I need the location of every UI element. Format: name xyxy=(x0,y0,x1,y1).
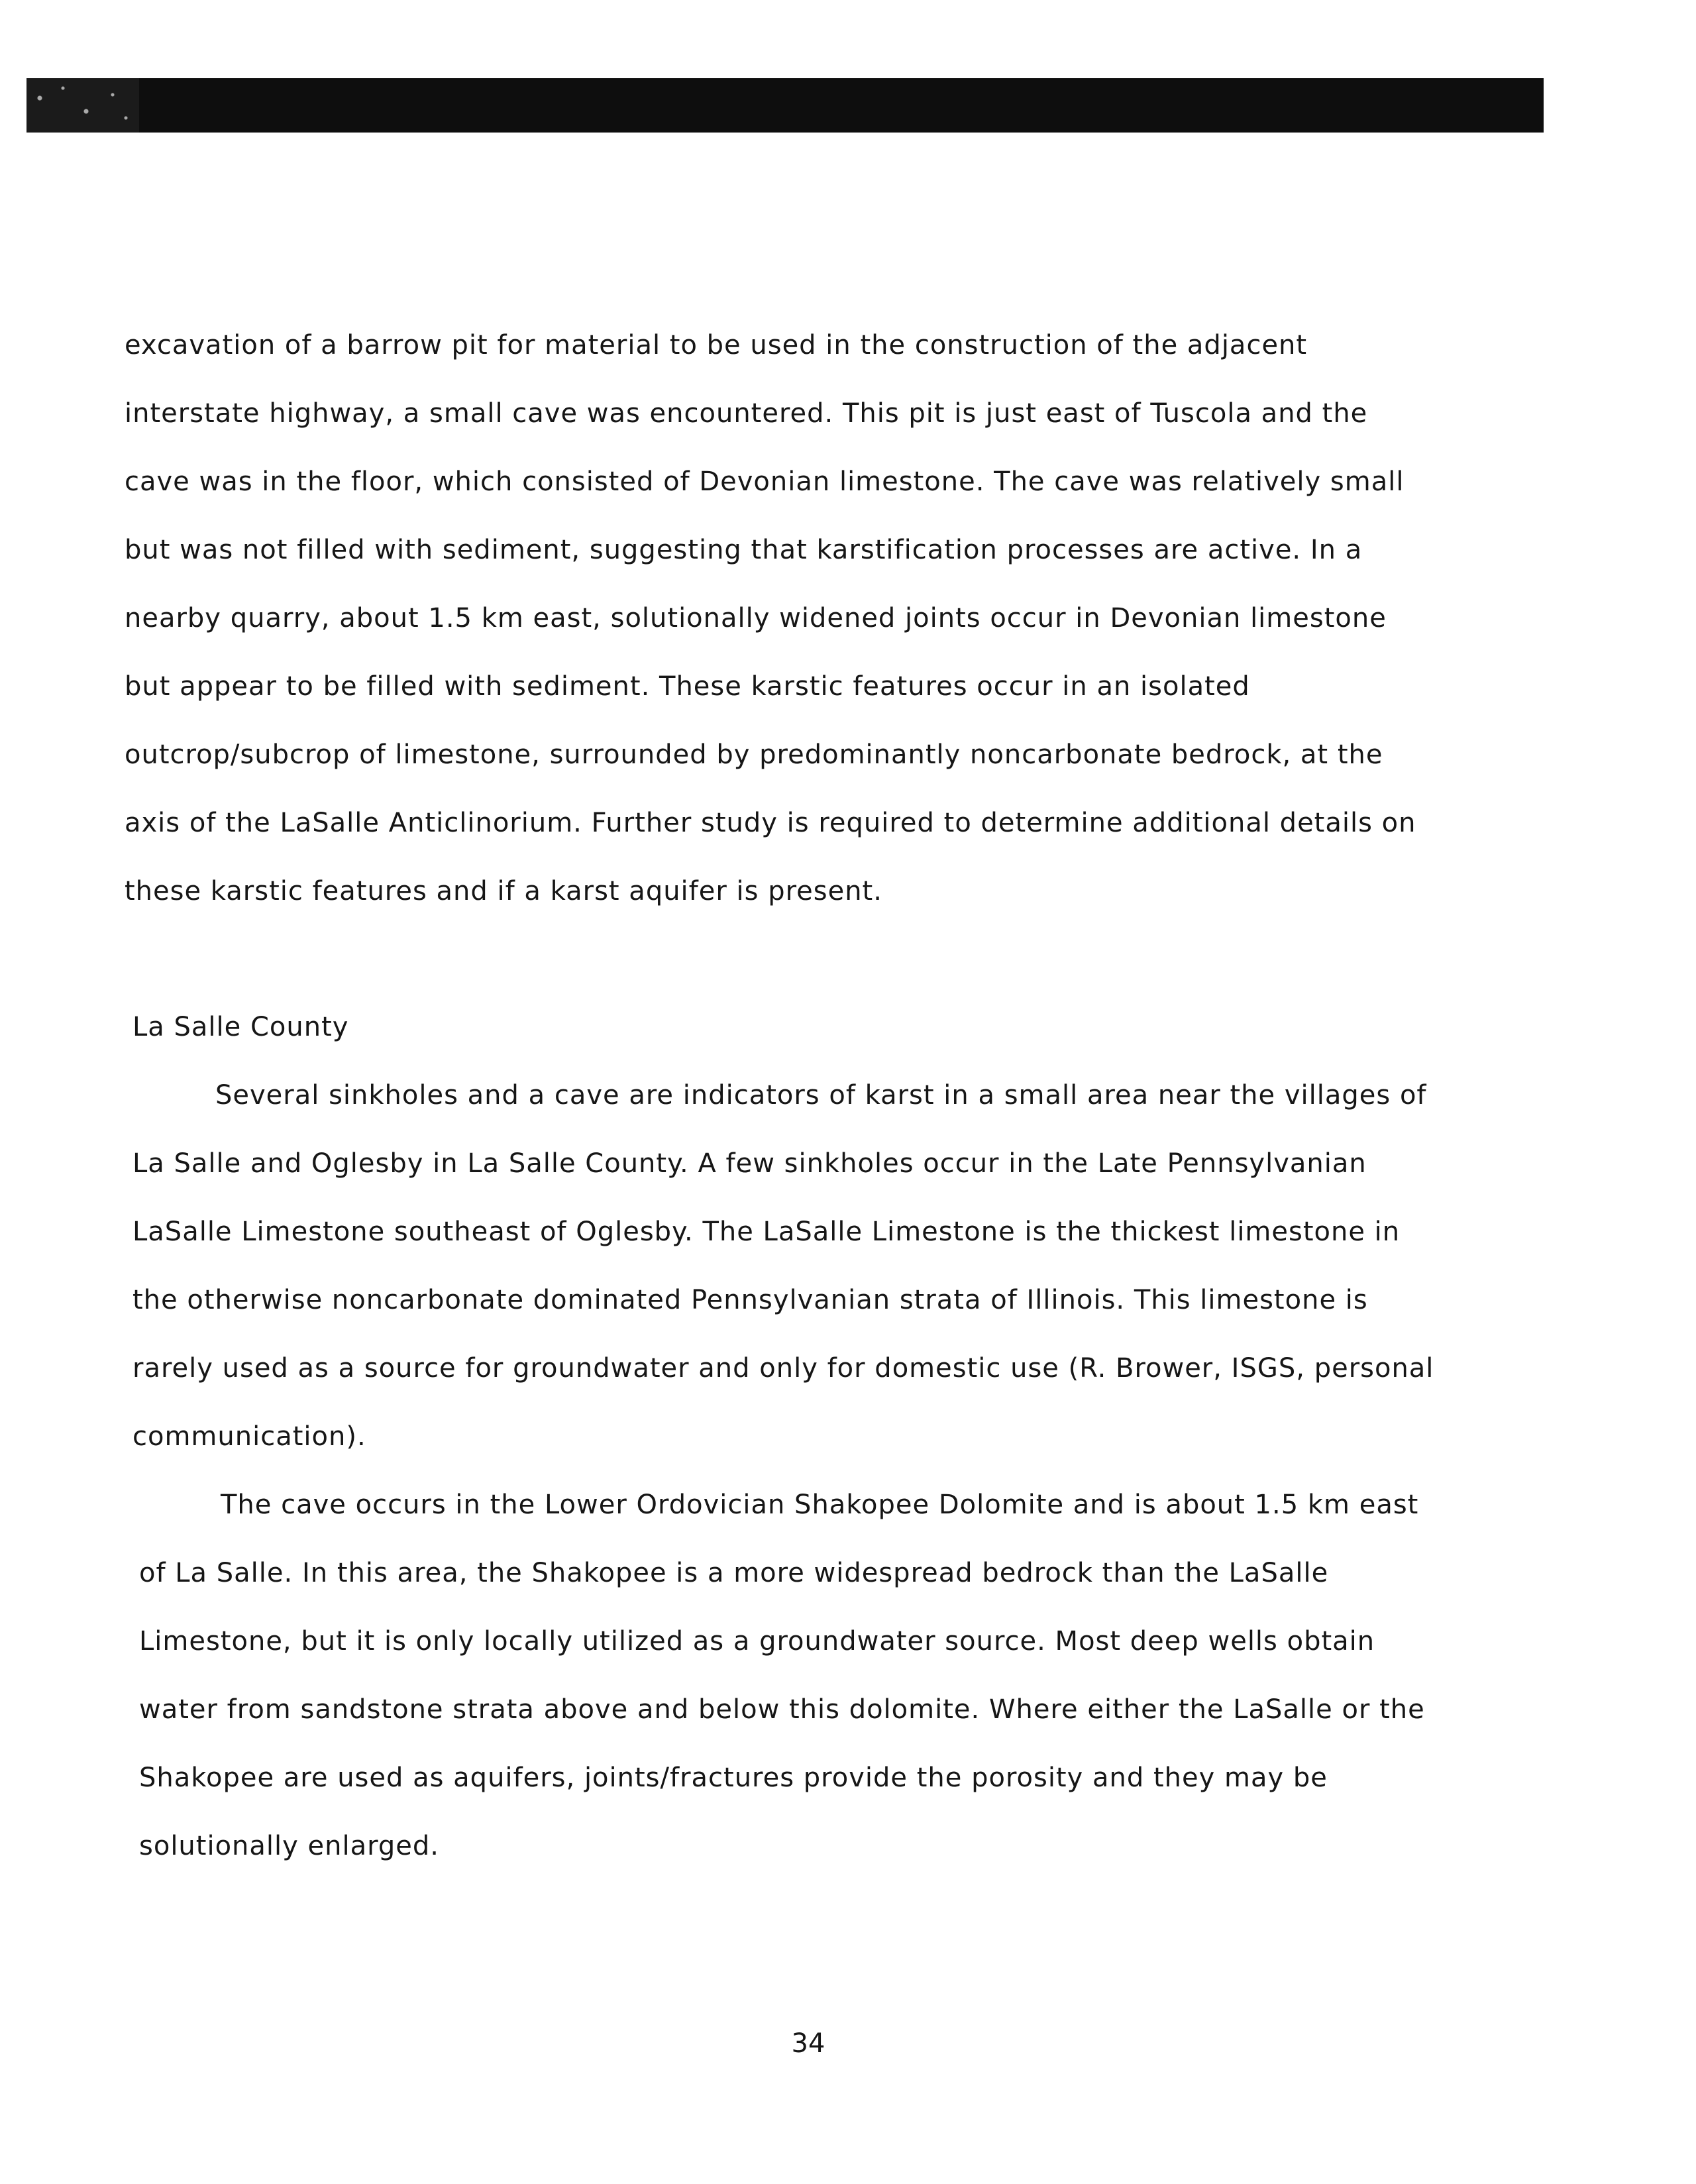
paragraph-line: interstate highway, a small cave was encountered. This pit is just east of Tuscola and the xyxy=(125,398,1368,429)
paragraph-line: but was not filled with sediment, suggesting that karstification processes are active. In a xyxy=(125,535,1363,565)
paragraph-line: of La Salle. In this area, the Shakopee is a more widespread bedrock than the LaSalle xyxy=(139,1558,1329,1588)
page-number: 34 xyxy=(791,2028,825,2059)
paragraph-line: LaSalle Limestone southeast of Oglesby. The LaSalle Limestone is the thickest limestone in xyxy=(132,1217,1401,1247)
scan-header-bar xyxy=(26,78,1544,133)
paragraph-line: excavation of a barrow pit for material to be used in the construction of the adjacent xyxy=(125,330,1308,360)
section-heading: La Salle County xyxy=(132,1012,349,1042)
paragraph-line: cave was in the floor, which consisted of Devonian limestone. The cave was relatively small xyxy=(125,466,1404,497)
paragraph-line: The cave occurs in the Lower Ordovician Shakopee Dolomite and is about 1.5 km east xyxy=(221,1490,1419,1520)
paragraph-line: Several sinkholes and a cave are indicators of karst in a small area near the villages of xyxy=(215,1080,1427,1111)
paragraph-line: axis of the LaSalle Anticlinorium. Further study is required to determine additional details on xyxy=(125,808,1416,838)
paragraph-line: water from sandstone strata above and below this dolomite. Where either the LaSalle or the xyxy=(139,1694,1425,1725)
paragraph-line: but appear to be filled with sediment. These karstic features occur in an isolated xyxy=(125,671,1250,702)
paragraph-line: Shakopee are used as aquifers, joints/fractures provide the porosity and they may be xyxy=(139,1763,1328,1793)
paragraph-line: La Salle and Oglesby in La Salle County. A few sinkholes occur in the Late Pennsylvanian xyxy=(132,1148,1367,1179)
paragraph-line: outcrop/subcrop of limestone, surrounded by predominantly noncarbonate bedrock, at the xyxy=(125,739,1383,770)
paragraph-line: rarely used as a source for groundwater and only for domestic use (R. Brower, ISGS, personal xyxy=(132,1353,1434,1384)
paragraph-line: the otherwise noncarbonate dominated Pennsylvanian strata of Illinois. This limestone is xyxy=(132,1285,1368,1315)
paragraph-line: Limestone, but it is only locally utilized as a groundwater source. Most deep wells obtain xyxy=(139,1626,1375,1657)
paragraph-line: solutionally enlarged. xyxy=(139,1831,439,1861)
paragraph-line: communication). xyxy=(132,1421,366,1452)
paragraph-line: these karstic features and if a karst aquifer is present. xyxy=(125,876,882,906)
paragraph-line: nearby quarry, about 1.5 km east, solutionally widened joints occur in Devonian limestone xyxy=(125,603,1387,633)
